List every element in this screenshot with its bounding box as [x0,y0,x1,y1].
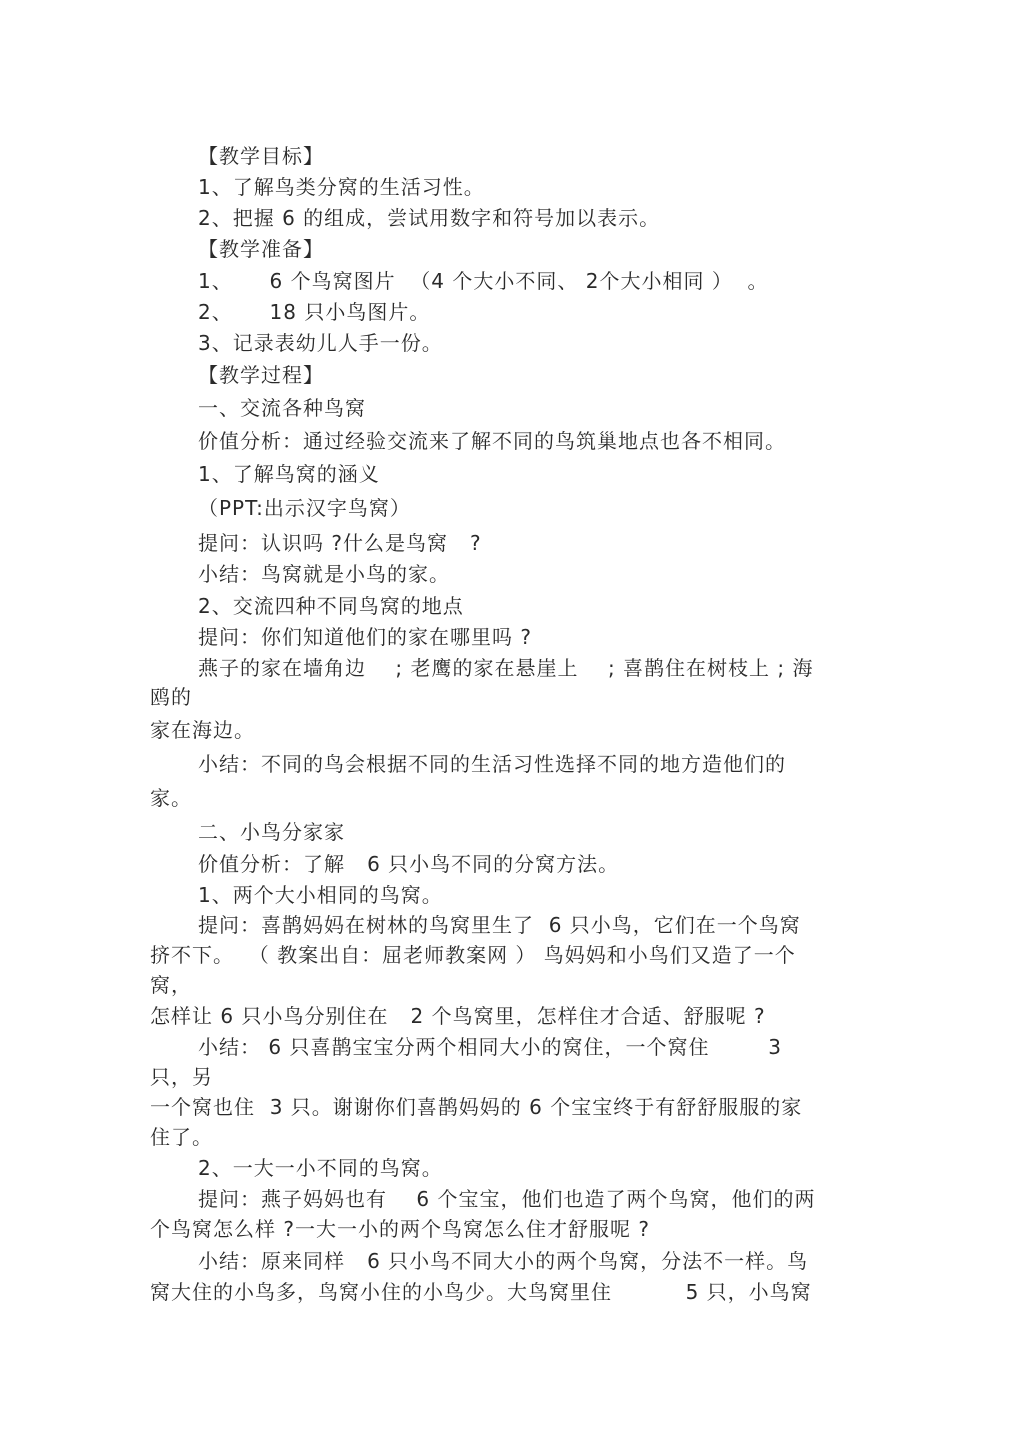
section-heading-teaching-goals: 【教学目标】 [198,144,324,168]
text-line: 小结：原来同样 6 只小鸟不同大小的两个鸟窝，分法不一样。鸟 [198,1249,809,1273]
text-line: 燕子的家在墙角边 ; 老鹰的家在悬崖上 ; 喜鹊住在树枝上 ; 海 [198,656,814,680]
text-line: 提问：认识吗 ?什么是鸟窝 ? [198,531,482,555]
text-line: 一个窝也住 3 只。谢谢你们喜鹊妈妈的 6 个宝宝终于有舒舒服服的家 [150,1095,803,1119]
section-heading-teaching-process: 【教学过程】 [198,363,324,387]
text-line: 提问：你们知道他们的家在哪里吗 ? [198,625,532,649]
text-line: 价值分析：通过经验交流来了解不同的鸟筑巢地点也各不相同。 [198,429,786,453]
text-line: 怎样让 6 只小鸟分别住在 2 个鸟窝里，怎样住才合适、舒服呢 ? [150,1004,766,1028]
text-line: 提问：喜鹊妈妈在树林的鸟窝里生了 6 只小鸟，它们在一个鸟窝 [198,913,801,937]
text-line: 2、交流四种不同鸟窝的地点 [198,594,464,618]
text-line: 住了。 [150,1125,213,1149]
text-line: 挤不下。 （ 教案出自：屈老师教案网 ） 鸟妈妈和小鸟们又造了一个 [150,943,796,967]
text-line: 小结：不同的鸟会根据不同的生活习性选择不同的地方造他们的 [198,752,786,776]
text-line: 窝， [150,973,192,997]
text-line: 提问：燕子妈妈也有 6 个宝宝，他们也造了两个鸟窝，他们的两 [198,1187,816,1211]
text-line: 家在海边。 [150,718,255,742]
text-line: 小结： 6 只喜鹊宝宝分两个相同大小的窝住，一个窝住 3 [198,1035,783,1059]
subsection-heading: 二、小鸟分家家 [198,820,345,844]
text-line: 1、了解鸟类分窝的生活习性。 [198,175,485,199]
text-line: 只，另 [150,1065,213,1089]
text-line: 鸥的 [150,685,192,709]
text-line: 2、一大一小不同的鸟窝。 [198,1156,443,1180]
text-line: 1、了解鸟窝的涵义 [198,462,380,486]
text-line: 3、记录表幼儿人手一份。 [198,331,443,355]
text-line: 1、 6 个鸟窝图片 （4 个大小不同、 2个大小相同 ） 。 [198,269,769,293]
text-line: 小结：鸟窝就是小鸟的家。 [198,562,450,586]
text-line: 2、 18 只小鸟图片。 [198,300,431,324]
subsection-heading: 一、交流各种鸟窝 [198,396,366,420]
text-line: 2、把握 6 的组成，尝试用数字和符号加以表示。 [198,206,661,230]
text-line: 价值分析：了解 6 只小鸟不同的分窝方法。 [198,852,620,876]
text-line: 个鸟窝怎么样 ?一大一小的两个鸟窝怎么住才舒服呢 ? [150,1217,650,1241]
text-line: 窝大住的小鸟多，鸟窝小住的小鸟少。大鸟窝里住 5 只，小鸟窝 [150,1280,812,1304]
text-line: 1、两个大小相同的鸟窝。 [198,883,443,907]
text-line: （PPT:出示汉字鸟窝） [198,496,411,520]
text-line: 家。 [150,786,192,810]
section-heading-teaching-prep: 【教学准备】 [198,237,324,261]
